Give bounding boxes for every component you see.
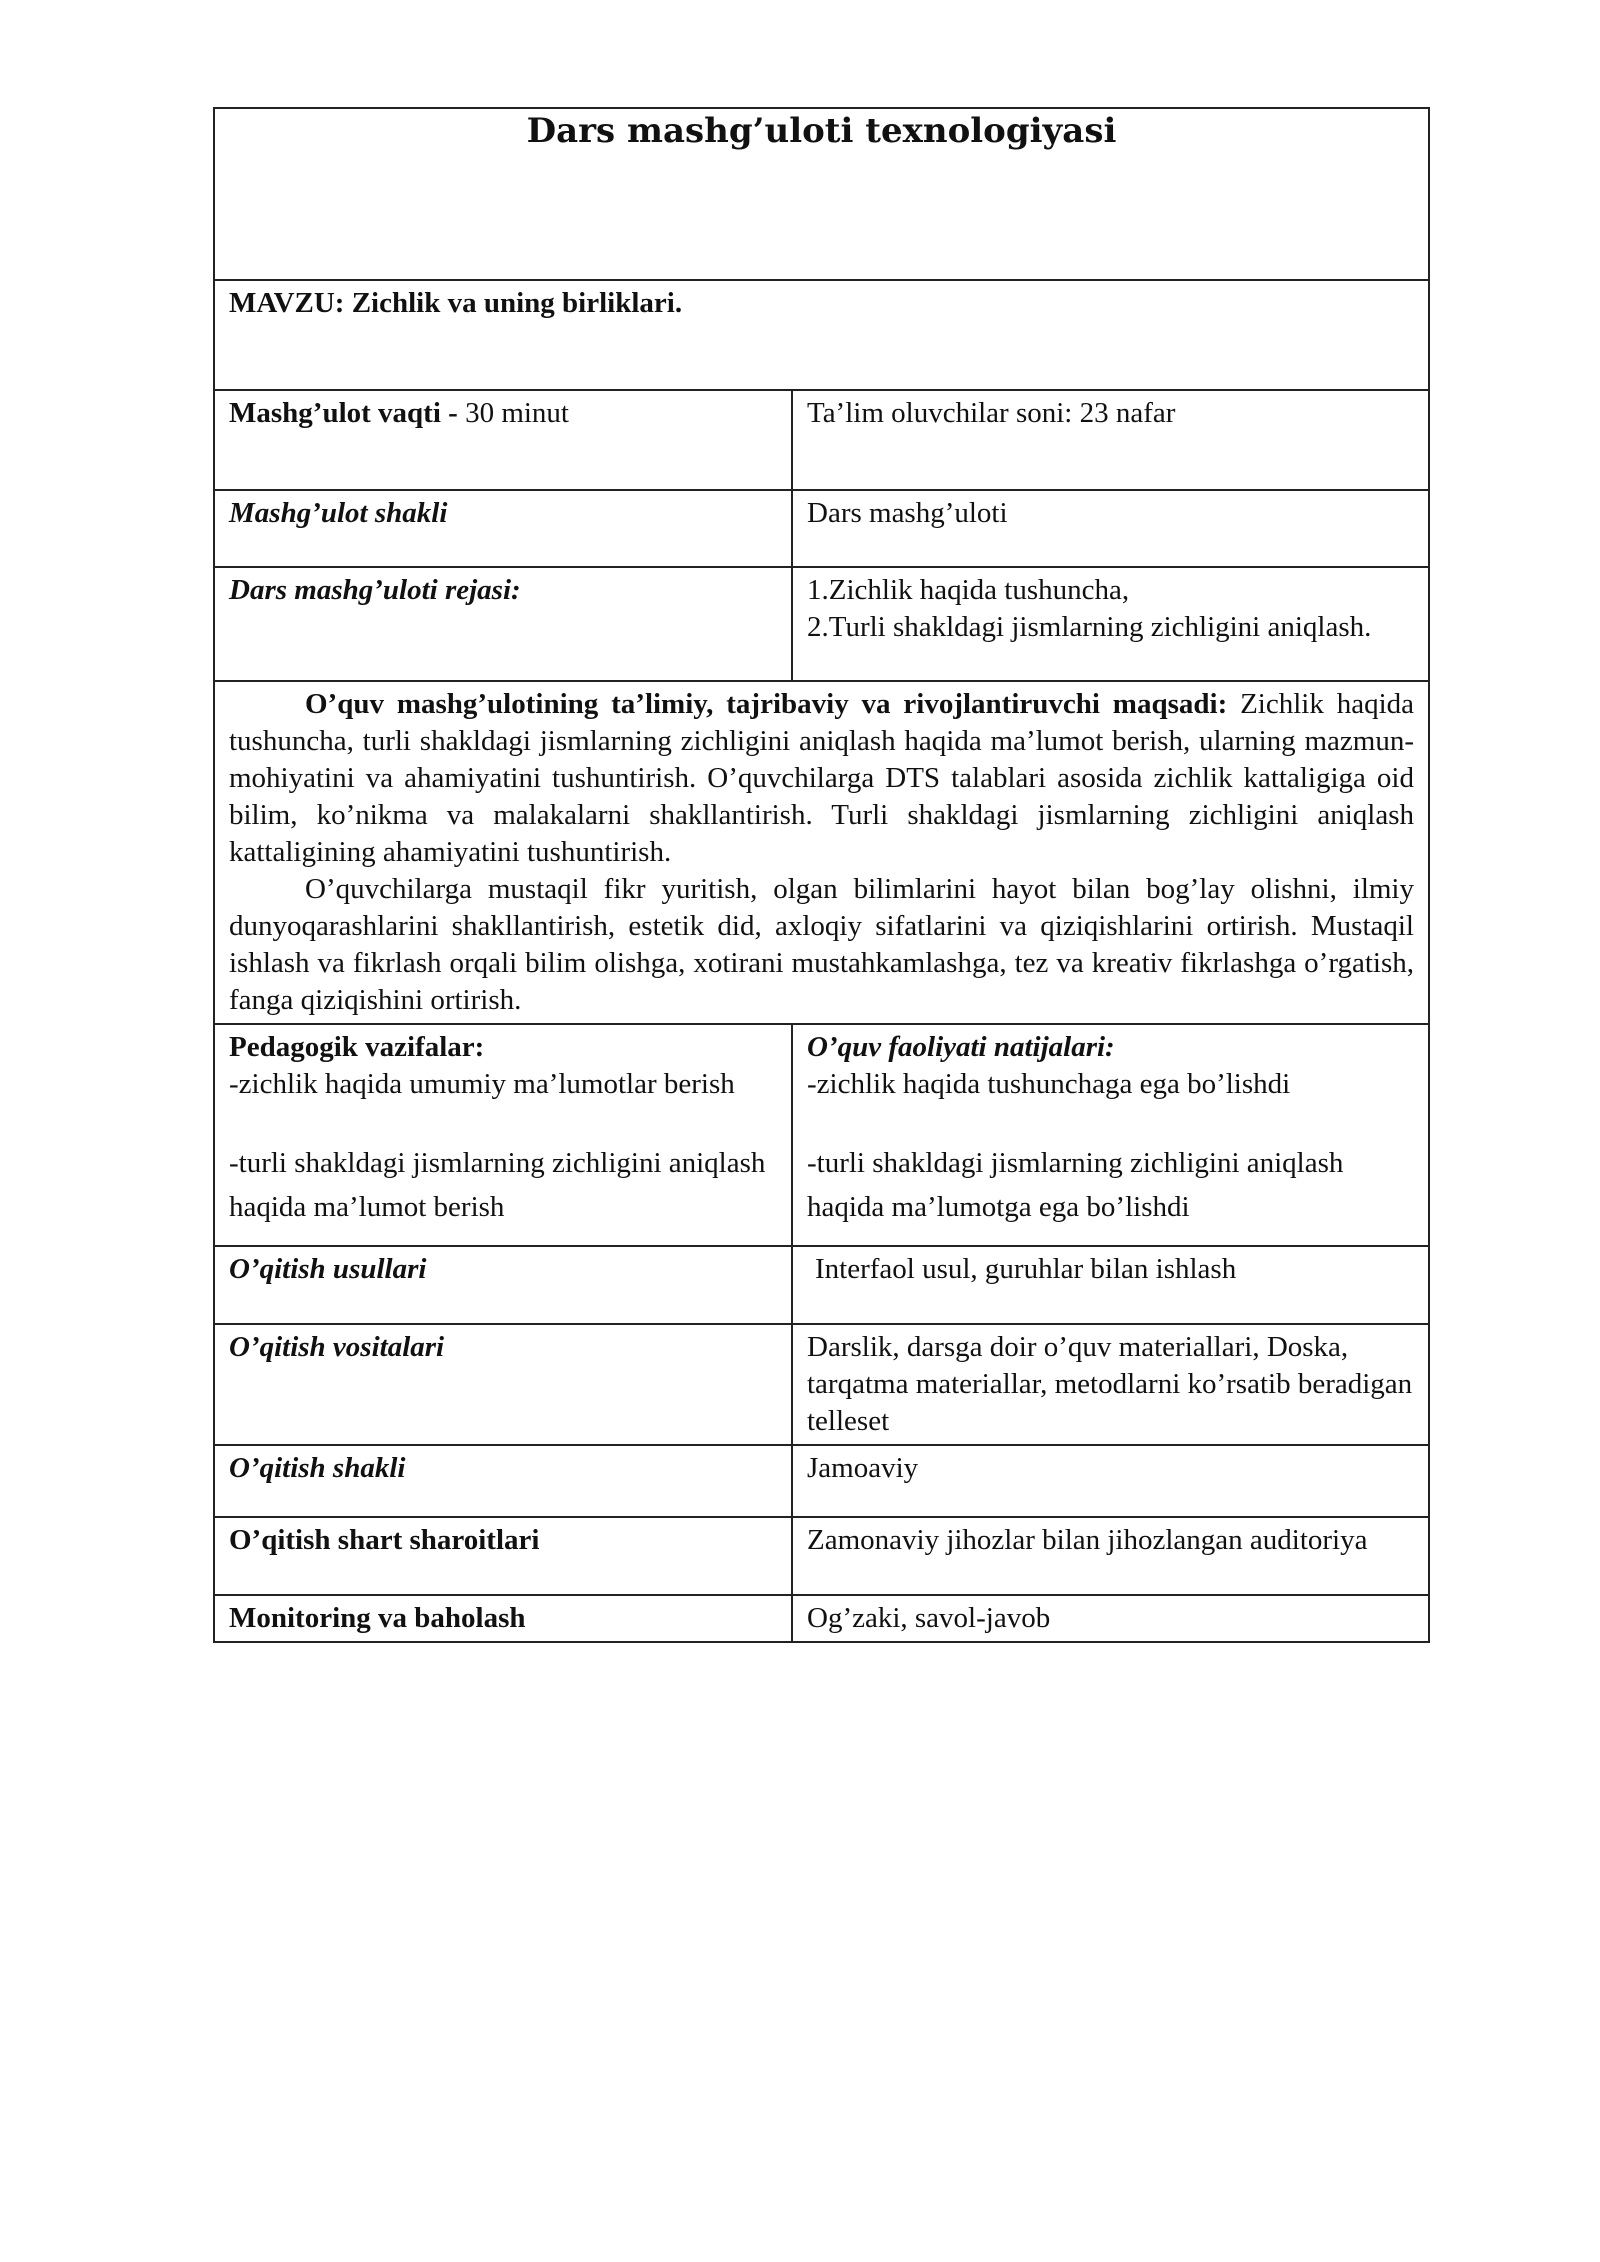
tasks-label: Pedagogik vazifalar: [229,1031,485,1063]
form-label-cell [214,490,792,567]
task-item: -zichlik haqida umumiy ma’lumotlar berish [229,1068,735,1100]
lesson-topic: MAVZU: Zichlik va uning birliklari. [229,287,683,319]
results-label: O’quv faoliyati natijalari: [807,1031,1115,1063]
monitoring-value-cell [792,1595,1429,1642]
monitoring-label-cell [214,1595,792,1642]
teaching-form-value-cell [792,1445,1429,1517]
table-row [214,567,1429,681]
table-row [214,1024,1429,1246]
tools-label-cell [214,1324,792,1445]
conditions-value: Zamonaviy jihozlar bilan jihozlangan auditoriya [807,1524,1368,1556]
table-row [214,390,1429,490]
lesson-plan-page [213,107,1430,1643]
monitoring-label: Monitoring va baholash [229,1602,526,1634]
tools-value-cell [792,1324,1429,1445]
form-value: Dars mashg’uloti [807,497,1008,529]
results-cell [792,1024,1429,1246]
form-label: Mashg’ulot shakli [229,497,448,529]
conditions-label: O’qitish shart sharoitlari [229,1524,540,1556]
document-title: Dars mashg’uloti texnologiyasi [526,111,1117,151]
students-count: Ta’lim oluvchilar soni: 23 nafar [807,397,1176,429]
plan-items-cell [792,567,1429,681]
methods-label: O’qitish usullari [229,1253,427,1285]
table-row [214,1324,1429,1445]
result-item: -turli shakldagi jismlarning zichligini aniqlash haqida ma’lumotga ega bo’lishdi [807,1147,1344,1223]
goals-label: O’quv mashg’ulotining ta’limiy, tajribaviy va rivojlantiruvchi maqsadi: [305,688,1228,720]
monitoring-value: Og’zaki, savol-javob [807,1602,1051,1634]
topic-cell [214,280,1429,390]
plan-item: 1.Zichlik haqida tushuncha, [807,574,1130,606]
methods-value-cell [792,1246,1429,1324]
duration-cell [214,390,792,490]
students-cell [792,390,1429,490]
tools-value: Darslik, darsga doir o’quv materiallari, Doska, tarqatma materiallar, metodlarni ko’rsatib beradigan telleset [807,1331,1413,1437]
table-row [214,1246,1429,1324]
duration-label: Mashg’ulot vaqti [229,397,441,429]
plan-item: 2.Turli shakldagi jismlarning zichligini aniqlash. [807,611,1372,643]
plan-label: Dars mashg’uloti rejasi: [229,574,521,606]
table-row [214,681,1429,1024]
form-value-cell [792,490,1429,567]
duration-separator: - [440,397,466,429]
conditions-label-cell [214,1517,792,1595]
tasks-cell [214,1024,792,1246]
methods-label-cell [214,1246,792,1324]
teaching-form-value: Jamoaviy [807,1452,919,1484]
methods-value: Interfaol usul, guruhlar bilan ishlash [815,1253,1237,1285]
goals-paragraph-2: O’quvchilarga mustaqil fikr yuritish, olgan bilimlarini hayot bilan bog’lay olishni, ilmiy dunyoqarashlarini shakllantirish, estetik did, axloqiy sifatlarini va qiziqishlarini ortirish. Mustaqil ishlash va fikrlash orqali bilim olishga, xotirani mustahkamlashga, tez va kreativ fikrlashga o’rgatish, fanga qiziqishini ortirish. [229,873,1414,1016]
duration-value: 30 minut [465,397,569,429]
plan-label-cell [214,567,792,681]
title-cell [214,108,1429,280]
table-row [214,1517,1429,1595]
goals-paragraph [229,686,1414,871]
teaching-form-label: O’qitish shakli [229,1452,406,1484]
table-row [214,490,1429,567]
lesson-plan-table [213,107,1430,1643]
conditions-value-cell [792,1517,1429,1595]
table-row [214,1595,1429,1642]
task-item: -turli shakldagi jismlarning zichligini aniqlash haqida ma’lumot berish [229,1147,766,1223]
tools-label: O’qitish vositalari [229,1331,445,1363]
teaching-form-label-cell [214,1445,792,1517]
result-item: -zichlik haqida tushunchaga ega bo’lishdi [807,1068,1291,1100]
table-row [214,1445,1429,1517]
goals-text: Zichlik haqida tushuncha, turli shakldagi jismlarning zichligini aniqlash haqida ma’lumot berish, ularning mazmun-mohiyatini va ahamiyatini tushuntirish. O’quvchilarga DTS talablari asosida zichlik kattaligiga oid bilim, ko’nikma va malakalarni shakllantirish. Turli shakldagi jismlarning zichligini aniqlash kattaligining ahamiyatini tushuntirish. [229,688,1415,868]
goals-cell [214,681,1429,1024]
